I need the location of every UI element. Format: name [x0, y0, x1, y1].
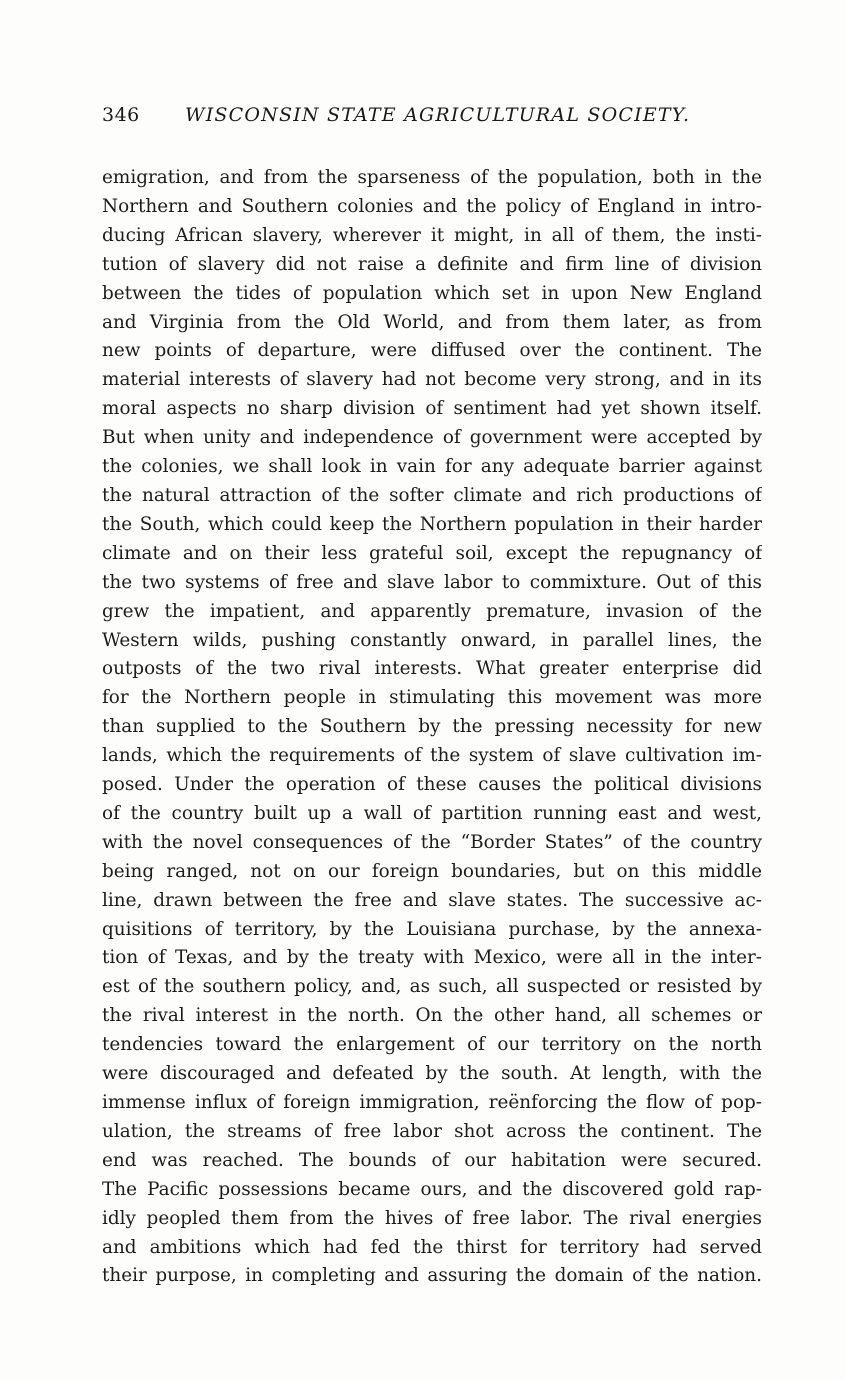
text-line: material interests of slavery had not become very strong, and in its	[102, 369, 762, 391]
text-line: line, drawn between the free and slave states. The successive ac-	[102, 889, 762, 911]
running-head	[102, 104, 762, 134]
text-line: tion of Texas, and by the treaty with Mexico, were all in the inter-	[102, 947, 762, 969]
text-line: idly peopled them from the hives of free labor. The rival energies	[102, 1207, 762, 1229]
text-line: tution of slavery did not raise a definite and firm line of division	[102, 253, 762, 275]
text-line: moral aspects no sharp division of sentiment had yet shown itself.	[102, 398, 762, 420]
text-line: grew the impatient, and apparently premature, invasion of the	[102, 600, 762, 622]
text-line: the natural attraction of the softer climate and rich productions of	[102, 484, 762, 506]
text-line: were discouraged and defeated by the south. At length, with the	[102, 1063, 762, 1085]
text-line: emigration, and from the sparseness of the population, both in the	[102, 167, 762, 188]
text-line: tendencies toward the enlargement of our territory on the north	[102, 1034, 762, 1056]
text-line: being ranged, not on our foreign boundaries, but on this middle	[102, 860, 762, 882]
text-line: and Virginia from the Old World, and from them later, as from	[102, 311, 762, 333]
running-title: WISCONSIN STATE AGRICULTURAL SOCIETY.	[185, 104, 691, 126]
text-line: Northern and Southern colonies and the policy of England in intro-	[102, 195, 762, 217]
text-line: outposts of the two rival interests. What greater enterprise did	[102, 658, 762, 680]
text-line: of the country built up a wall of partition running east and west,	[102, 802, 762, 824]
text-line: The Pacific possessions became ours, and the discovered gold rap-	[102, 1178, 762, 1200]
text-line: ulation, the streams of free labor shot across the continent. The	[102, 1120, 762, 1142]
text-line: quisitions of territory, by the Louisiana purchase, by the annexa-	[102, 918, 762, 940]
page-number: 346	[102, 104, 140, 126]
text-line: But when unity and independence of government were accepted by	[102, 427, 762, 449]
text-line: est of the southern policy, and, as such, all suspected or resisted by	[102, 976, 762, 998]
text-line: Western wilds, pushing constantly onward, in parallel lines, the	[102, 629, 762, 651]
text-line: their purpose, in completing and assuring the domain of the nation.	[102, 1265, 762, 1287]
text-line: than supplied to the Southern by the pressing necessity for new	[102, 716, 762, 738]
text-line: immense influx of foreign immigration, reënforcing the flow of pop-	[102, 1092, 762, 1113]
text-line: for the Northern people in stimulating this movement was more	[102, 687, 762, 709]
text-line: the two systems of free and slave labor to commixture. Out of this	[102, 571, 762, 593]
text-line: new points of departure, were diffused over the continent. The	[102, 340, 762, 362]
text-line: lands, which the requirements of the system of slave cultivation im-	[102, 745, 762, 767]
text-line: with the novel consequences of the “Border States” of the country	[102, 831, 762, 853]
body-text	[102, 164, 762, 1291]
text-line: the colonies, we shall look in vain for any adequate barrier against	[102, 456, 762, 478]
text-line: ducing African slavery, wherever it might, in all of them, the insti-	[102, 224, 762, 246]
text-line: the rival interest in the north. On the other hand, all schemes or	[102, 1005, 762, 1027]
text-line: posed. Under the operation of these causes the political divisions	[102, 774, 762, 796]
text-line: and ambitions which had fed the thirst for territory had served	[102, 1236, 762, 1258]
text-line: the South, which could keep the Northern population in their harder	[102, 513, 762, 535]
text-line: between the tides of population which set in upon New England	[102, 282, 762, 304]
text-line: end was reached. The bounds of our habitation were secured.	[102, 1149, 762, 1171]
text-line: climate and on their less grateful soil, except the repugnancy of	[102, 542, 762, 564]
